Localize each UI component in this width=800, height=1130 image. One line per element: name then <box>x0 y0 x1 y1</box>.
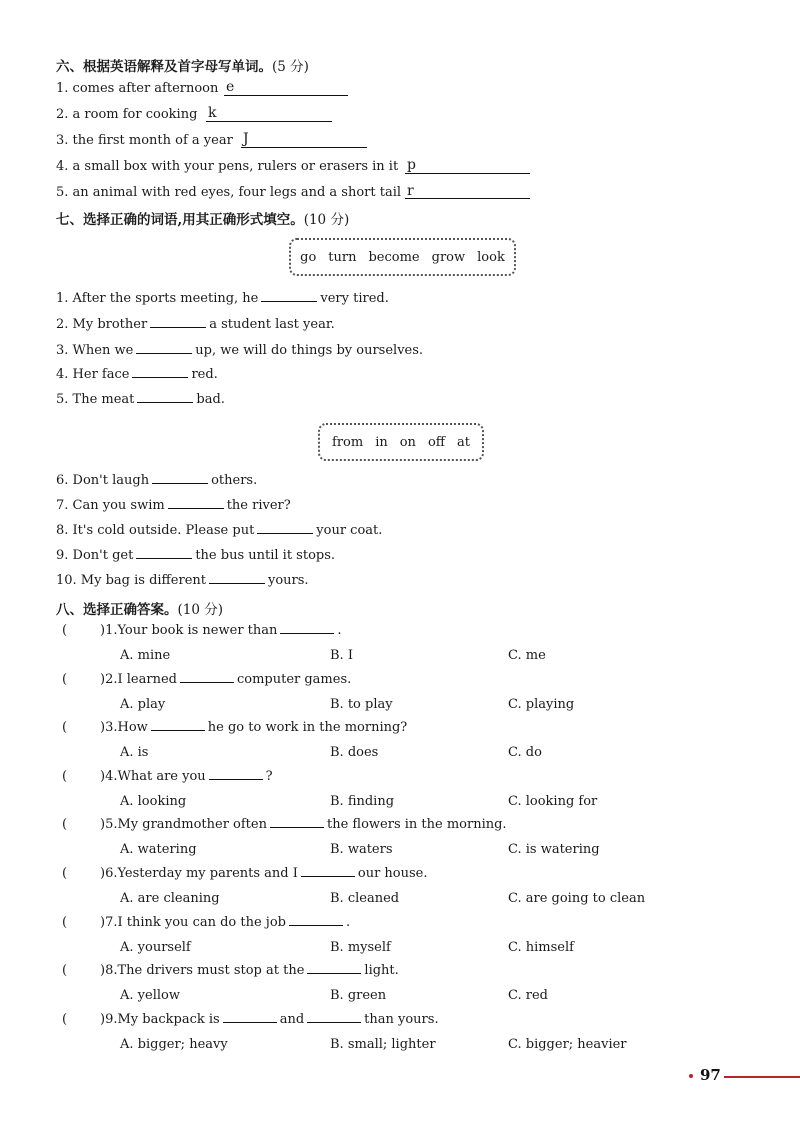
question-text: How <box>117 720 148 735</box>
s7-item-7-after: the river? <box>226 498 291 513</box>
s7-item-3-before: 3. When we <box>56 343 134 358</box>
s7-item-7-before: 7. Can you swim <box>56 498 165 513</box>
s6-item-1-answer-line[interactable] <box>224 95 348 96</box>
s7-item-6-blank[interactable] <box>152 482 208 484</box>
option-b[interactable]: B. cleaned <box>330 891 400 906</box>
question-blank[interactable] <box>301 875 355 877</box>
s7-item-4-after: red. <box>191 367 218 382</box>
option-a[interactable]: A. are cleaning <box>120 891 220 906</box>
question-4 <box>100 769 273 784</box>
s7-item-5-after: bad. <box>196 392 225 407</box>
word-bank-word: look <box>477 249 505 265</box>
question-text-end: ? <box>265 769 273 784</box>
answer-paren[interactable]: ( <box>62 623 68 638</box>
option-b[interactable]: B. to play <box>330 697 393 712</box>
question-3 <box>100 720 407 735</box>
question-number: )9. <box>100 1012 118 1027</box>
s7-item-6-before: 6. Don't laugh <box>56 473 150 488</box>
section7-points: (10 分) <box>303 212 350 228</box>
word-bank-word: go <box>300 249 317 265</box>
answer-paren[interactable]: ( <box>62 817 68 832</box>
s7-item-9-after: the bus until it stops. <box>195 548 336 563</box>
s7-item-4-blank[interactable] <box>132 376 188 378</box>
option-b[interactable]: B. does <box>330 745 379 760</box>
answer-paren[interactable]: ( <box>62 866 68 881</box>
question-text-end: he go to work in the morning? <box>207 720 408 735</box>
s7-item-1-blank[interactable] <box>261 300 317 302</box>
s7-item-2 <box>56 317 335 332</box>
question-7 <box>100 915 350 930</box>
option-a[interactable]: A. play <box>120 697 166 712</box>
question-blank[interactable] <box>209 778 263 780</box>
question-blank[interactable] <box>307 972 361 974</box>
s7-item-4-before: 4. Her face <box>56 367 130 382</box>
option-c[interactable]: C. himself <box>508 940 574 955</box>
question-blank[interactable] <box>280 632 334 634</box>
section6-title: 六、根据英语解释及首字母写单词。 <box>56 59 272 75</box>
option-a[interactable]: A. watering <box>120 842 197 857</box>
option-a[interactable]: A. bigger; heavy <box>120 1037 228 1052</box>
question-text: I think you can do the job <box>117 915 286 930</box>
word-bank-verbs <box>289 238 516 276</box>
question-number: )3. <box>100 720 118 735</box>
answer-paren[interactable]: ( <box>62 1012 68 1027</box>
s7-item-8-after: your coat. <box>316 523 383 538</box>
question-number: )7. <box>100 915 118 930</box>
s6-item-4-answer-line[interactable] <box>405 173 530 174</box>
s7-item-9 <box>56 548 335 563</box>
question-text-end: computer games. <box>236 672 352 687</box>
s6-item-4-text: 4. a small box with your pens, rulers or erasers in it <box>56 159 399 174</box>
word-bank-word: at <box>457 434 470 450</box>
word-bank-prepositions <box>318 423 484 461</box>
option-c[interactable]: C. are going to clean <box>508 891 646 906</box>
s7-item-3 <box>56 343 423 358</box>
option-c[interactable]: C. me <box>508 648 546 663</box>
question-text-end: . <box>337 623 342 638</box>
word-bank-word: in <box>375 434 388 450</box>
s6-item-1-text: 1. comes after afternoon <box>56 81 219 96</box>
option-a[interactable]: A. yourself <box>120 940 191 955</box>
option-b[interactable]: B. myself <box>330 940 391 955</box>
s7-item-2-before: 2. My brother <box>56 317 148 332</box>
question-blank[interactable] <box>180 681 234 683</box>
question-6 <box>100 866 428 881</box>
s7-item-1-before: 1. After the sports meeting, he <box>56 291 259 306</box>
answer-paren[interactable]: ( <box>62 963 68 978</box>
option-c[interactable]: C. red <box>508 988 548 1003</box>
s7-item-8 <box>56 523 382 538</box>
option-c[interactable]: C. playing <box>508 697 575 712</box>
s6-item-5-text: 5. an animal with red eyes, four legs and a short tail <box>56 185 402 200</box>
word-bank-word: become <box>368 249 420 265</box>
s7-item-7-blank[interactable] <box>168 507 224 509</box>
section8-points: (10 分) <box>177 602 224 618</box>
s7-item-10-before: 10. My bag is different <box>56 573 206 588</box>
option-c[interactable]: C. looking for <box>508 794 598 809</box>
s7-item-7 <box>56 498 291 513</box>
s7-item-2-blank[interactable] <box>150 326 206 328</box>
s6-item-5-letter: r <box>407 183 414 199</box>
question-text-end: . <box>345 915 351 930</box>
s7-item-4 <box>56 367 218 382</box>
s7-item-1-after: very tired. <box>320 291 389 306</box>
question-number: )5. <box>100 817 118 832</box>
question-number: )4. <box>100 769 118 784</box>
question-text: Yesterday my parents and I <box>117 866 298 881</box>
question-blank[interactable] <box>270 826 324 828</box>
question-number: )1. <box>100 623 118 638</box>
question-text: I learned <box>117 672 177 687</box>
question-8 <box>100 963 399 978</box>
s7-item-6-after: others. <box>211 473 258 488</box>
word-bank-word: on <box>399 434 416 450</box>
section8-title: 八、选择正确答案。 <box>56 602 178 618</box>
section7-title: 七、选择正确的词语,用其正确形式填空。 <box>56 212 304 228</box>
s6-item-2-text: 2. a room for cooking <box>56 107 198 122</box>
section6-points: (5 分) <box>272 59 309 75</box>
option-b[interactable]: B. green <box>330 988 387 1003</box>
word-bank-word: grow <box>431 249 466 265</box>
page-number-rule <box>724 1076 800 1078</box>
option-a[interactable]: A. yellow <box>120 988 180 1003</box>
option-b[interactable]: B. small; lighter <box>330 1037 436 1052</box>
question-text-end: our house. <box>357 866 428 881</box>
s7-item-10 <box>56 573 309 588</box>
s7-item-10-blank[interactable] <box>209 582 265 584</box>
s7-item-8-before: 8. It's cold outside. Please put <box>56 523 255 538</box>
page-number: 97 <box>700 1066 721 1084</box>
s6-item-1-letter: e <box>226 79 235 95</box>
s6-item-3-answer-line[interactable] <box>241 147 367 148</box>
question-text-end: light. <box>364 963 399 978</box>
option-c[interactable]: C. is watering <box>508 842 600 857</box>
s7-item-2-after: a student last year. <box>209 317 335 332</box>
s6-item-2-answer-line[interactable] <box>206 121 332 122</box>
s7-item-5 <box>56 392 225 407</box>
page-number-dot <box>689 1074 693 1078</box>
answer-paren[interactable]: ( <box>62 915 68 930</box>
option-b[interactable]: B. I <box>330 648 353 663</box>
option-b[interactable]: B. waters <box>330 842 393 857</box>
question-text-mid: and <box>279 1012 305 1027</box>
question-text: My grandmother often <box>117 817 267 832</box>
s6-item-3-letter: J <box>243 131 249 147</box>
answer-paren[interactable]: ( <box>62 720 68 735</box>
s7-item-9-before: 9. Don't get <box>56 548 134 563</box>
option-a[interactable]: A. looking <box>120 794 187 809</box>
question-5 <box>100 817 507 832</box>
question-number: )6. <box>100 866 118 881</box>
word-bank-word: turn <box>328 249 357 265</box>
option-a[interactable]: A. is <box>120 745 149 760</box>
s6-item-2-letter: k <box>208 105 217 121</box>
word-bank-word: from <box>332 434 364 450</box>
s7-item-6 <box>56 473 257 488</box>
question-number: )2. <box>100 672 118 687</box>
s7-item-8-blank[interactable] <box>257 532 313 534</box>
question-text: My backpack is <box>117 1012 220 1027</box>
question-blank[interactable] <box>151 729 205 731</box>
option-c[interactable]: C. bigger; heavier <box>508 1037 627 1052</box>
question-2 <box>100 672 351 687</box>
answer-paren[interactable]: ( <box>62 769 68 784</box>
question-text-end: than yours. <box>364 1012 439 1027</box>
s7-item-5-before: 5. The meat <box>56 392 135 407</box>
s7-item-9-blank[interactable] <box>136 557 192 559</box>
option-a[interactable]: A. mine <box>120 648 171 663</box>
question-number: )8. <box>100 963 118 978</box>
answer-paren[interactable]: ( <box>62 672 68 687</box>
section6-heading <box>56 55 309 75</box>
question-text: The drivers must stop at the <box>117 963 305 978</box>
question-text: Your book is newer than <box>117 623 278 638</box>
question-blank[interactable] <box>223 1021 277 1023</box>
s6-item-5-answer-line[interactable] <box>405 198 530 199</box>
question-blank[interactable] <box>289 924 343 926</box>
option-c[interactable]: C. do <box>508 745 542 760</box>
s7-item-3-after: up, we will do things by ourselves. <box>195 343 424 358</box>
section8-heading <box>56 598 223 618</box>
s6-item-4-letter: p <box>407 157 416 173</box>
s7-item-3-blank[interactable] <box>136 352 192 354</box>
question-9 <box>100 1012 439 1027</box>
question-text: What are you <box>117 769 206 784</box>
s7-item-1 <box>56 291 389 306</box>
s7-item-5-blank[interactable] <box>137 401 193 403</box>
s6-item-3-text: 3. the first month of a year <box>56 133 233 148</box>
question-text-end: the flowers in the morning. <box>326 817 507 832</box>
word-bank-word: off <box>427 434 445 450</box>
question-blank-2[interactable] <box>307 1021 361 1023</box>
option-b[interactable]: B. finding <box>330 794 395 809</box>
section7-heading <box>56 208 349 228</box>
s7-item-10-after: yours. <box>268 573 309 588</box>
question-1 <box>100 623 342 638</box>
